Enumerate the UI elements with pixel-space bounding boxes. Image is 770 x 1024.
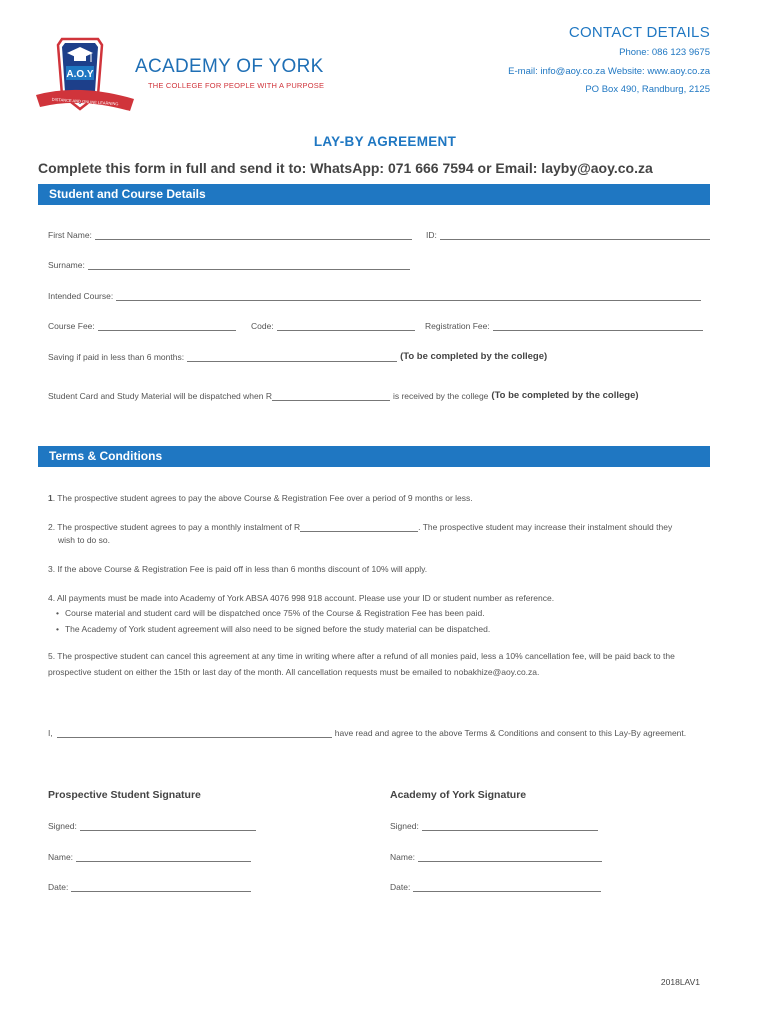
intended-course-line[interactable]: [116, 291, 701, 301]
contact-po-box: PO Box 490, Randburg, 2125: [585, 84, 710, 95]
code-line[interactable]: [277, 321, 415, 331]
submission-instruction: Complete this form in full and send it to: WhatsApp: 071 666 7594 or Email: layby@aoy.co.za: [38, 160, 653, 176]
consent-prefix: I,: [48, 728, 53, 738]
student-signed-line[interactable]: [80, 821, 256, 831]
academy-date-label: Date:: [390, 882, 411, 892]
contact-phone: Phone: 086 123 9675: [619, 47, 710, 58]
intended-course-label: Intended Course:: [48, 291, 114, 301]
consent-suffix: have read and agree to the above Terms & Conditions and consent to this Lay-By agreement.: [334, 728, 687, 738]
brand-tagline: THE COLLEGE FOR PEOPLE WITH A PURPOSE: [148, 81, 325, 90]
dispatch-amount-line[interactable]: [272, 391, 390, 401]
student-date-label: Date:: [48, 882, 69, 892]
academy-date-line[interactable]: [413, 882, 601, 892]
code-label: Code:: [251, 321, 274, 331]
logo-ribbon-text: DISTANCE AND ONLINE LEARNING: [51, 96, 119, 107]
first-name-label: First Name:: [48, 230, 92, 240]
registration-fee-label: Registration Fee:: [425, 321, 490, 331]
term-1-number: 1: [48, 493, 53, 503]
academy-signed-line[interactable]: [422, 821, 598, 831]
id-line[interactable]: [440, 230, 710, 240]
surname-line[interactable]: [88, 260, 410, 270]
student-course-section-header: Student and Course Details: [38, 184, 710, 205]
term-3: 3. If the above Course & Registration Fee is paid off in less than 6 months discount of 10% will apply.: [48, 564, 428, 574]
consent-name-line[interactable]: [57, 728, 332, 738]
course-fee-field[interactable]: [48, 321, 236, 331]
term-2-continuation: wish to do so.: [58, 535, 110, 545]
student-date-field[interactable]: [48, 882, 251, 892]
term-4-bullet: • Course material and student card will be dispatched once 75% of the Course & Registration Fee has been paid.: [56, 608, 485, 618]
dispatch-suffix-label: is received by the college: [392, 391, 489, 401]
student-signed-field[interactable]: [48, 821, 256, 831]
registration-fee-line[interactable]: [493, 321, 703, 331]
term-2-suffix: . The prospective student may increase their instalment should they: [418, 522, 673, 532]
id-field[interactable]: [426, 230, 710, 240]
form-code: 2018LAV1: [660, 977, 700, 987]
saving-field[interactable]: [48, 351, 547, 362]
academy-signed-label: Signed:: [390, 821, 419, 831]
surname-label: Surname:: [48, 260, 85, 270]
contact-title: CONTACT DETAILS: [568, 24, 710, 41]
term-1: [48, 491, 718, 506]
first-name-field[interactable]: [48, 230, 412, 240]
academy-date-field[interactable]: [390, 882, 601, 892]
saving-line[interactable]: [187, 352, 397, 362]
consent-statement[interactable]: [48, 728, 686, 738]
course-fee-line[interactable]: [98, 321, 236, 331]
document-title: LAY-BY AGREEMENT: [313, 134, 457, 149]
first-name-line[interactable]: [95, 230, 412, 240]
college-completion-note: (To be completed by the college): [400, 351, 548, 362]
surname-field[interactable]: [48, 260, 410, 270]
dispatch-amount-field[interactable]: [48, 390, 639, 401]
academy-name-label: Name:: [390, 852, 416, 862]
academy-name-field[interactable]: [390, 852, 602, 862]
student-date-line[interactable]: [71, 882, 251, 892]
term-5-line-1: 5. The prospective student can cancel this agreement at any time in writing where after a refund of all monies paid, less a 10% cancellation fee, will be paid back to the: [48, 651, 675, 661]
dispatch-college-note: (To be completed by the college): [491, 390, 639, 401]
academy-signed-field[interactable]: [390, 821, 598, 831]
registration-fee-field[interactable]: [425, 321, 703, 331]
academy-signature-heading: Academy of York Signature: [390, 789, 527, 801]
student-signed-label: Signed:: [48, 821, 77, 831]
logo-text: A.O.Y: [66, 69, 94, 80]
academy-name-line[interactable]: [418, 852, 602, 862]
term-4: 4. All payments must be made into Academy of York ABSA 4076 998 918 account. Please use your ID or student number as reference.: [48, 593, 555, 603]
terms-section-header: Terms & Conditions: [38, 446, 710, 467]
dispatch-prefix-label: Student Card and Study Material will be dispatched when R: [48, 391, 272, 401]
intended-course-field[interactable]: [48, 291, 701, 301]
monthly-instalment-line[interactable]: [300, 521, 418, 532]
term-2-prefix: 2. The prospective student agrees to pay a monthly instalment of R: [48, 522, 301, 532]
id-label: ID:: [426, 230, 437, 240]
student-signature-heading: Prospective Student Signature: [48, 789, 201, 801]
contact-email-website: E-mail: info@aoy.co.za Website: www.aoy.co.za: [508, 66, 710, 77]
student-name-field[interactable]: [48, 852, 251, 862]
term-4-bullet: • The Academy of York student agreement will also need to be signed before the study material can be dispatched.: [56, 624, 490, 634]
saving-label: Saving if paid in less than 6 months:: [48, 352, 185, 362]
term-5-line-2: prospective student on either the 15th or last day of the month. All cancellation requests must be emailed to nobakhize@aoy.co.za.: [48, 667, 540, 677]
student-name-label: Name:: [48, 852, 74, 862]
course-fee-label: Course Fee:: [48, 321, 95, 331]
brand-name: ACADEMY OF YORK: [135, 56, 324, 77]
code-field[interactable]: [251, 321, 415, 331]
term-1-text: . The prospective student agrees to pay the above Course & Registration Fee over a period of 9 months or less.: [52, 493, 473, 503]
student-name-line[interactable]: [76, 852, 251, 862]
